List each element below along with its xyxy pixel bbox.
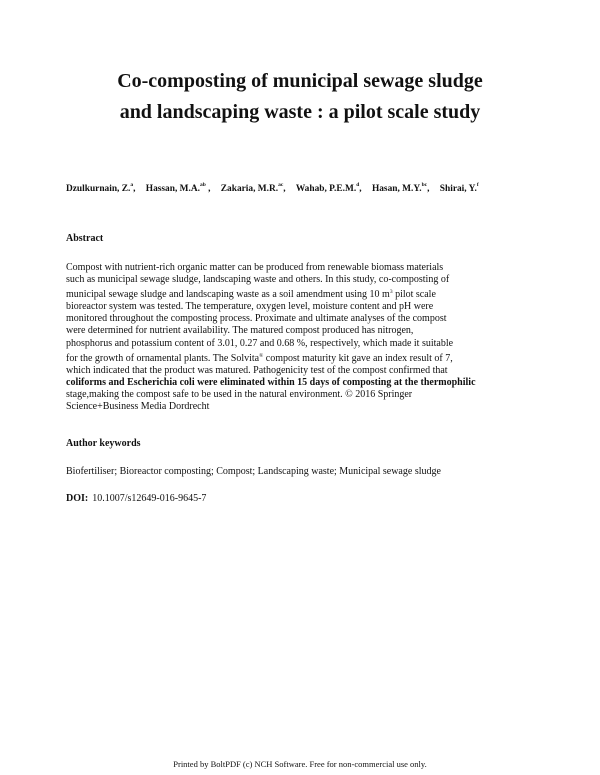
abstract-line: municipal sewage sludge and landscaping waste as a soil amendment using 10 $m^3$ pilot scale bbox=[66, 289, 436, 301]
doi-value: 10.1007/s12649-016-9645-7 bbox=[92, 493, 207, 504]
abstract-line: were determined for nutrient availability. The matured compost produced has nitrogen, bbox=[66, 325, 414, 337]
keywords-heading: Author keywords bbox=[66, 438, 141, 449]
abstract-body bbox=[66, 262, 540, 413]
abstract-line: for the growth of ornamental plants. The Solvita® compost maturity kit gave an index result of 7, bbox=[66, 352, 453, 364]
abstract-line: Compost with nutrient-rich organic matter can be produced from renewable biomass materials bbox=[66, 262, 444, 273]
keywords-list: Biofertiliser; Bioreactor composting; Compost; Landscaping waste; Municipal sewage sludge bbox=[66, 466, 441, 477]
abstract-line: monitored throughout the composting process. Proximate and ultimate analyses of the compost bbox=[66, 313, 447, 325]
abstract-line: bioreactor system was tested. The temperature, oxygen level, moisture content and pH were bbox=[66, 301, 434, 313]
doi-line bbox=[66, 492, 206, 506]
print-footer: Printed by BoltPDF (c) NCH Software. Free for non-commercial use only. bbox=[173, 759, 427, 769]
author: Wahab, P.E.M.$^d$, bbox=[295, 182, 362, 194]
author-list bbox=[66, 178, 566, 196]
author: Dzulkurnain, Z.$^a$, bbox=[66, 182, 136, 194]
paper-title-line: Co-composting of municipal sewage sludge bbox=[117, 70, 483, 92]
paper-title-line: and landscaping waste : a pilot scale study bbox=[119, 101, 481, 123]
abstract-heading: Abstract bbox=[66, 233, 104, 244]
doi-label: DOI: bbox=[66, 493, 89, 504]
author: Hassan, M.A.$^{ab}$ , bbox=[145, 182, 211, 194]
abstract-line: such as municipal sewage sludge, landscaping waste and others. In this study, co-composting of bbox=[66, 274, 450, 286]
paper-title bbox=[40, 66, 560, 128]
abstract-line: stage,making the compost safe to be used in the natural environment. © 2016 Springer bbox=[66, 388, 413, 400]
abstract-line: coliforms and Escherichia coli were eliminated within 15 days of composting at the thermophilic bbox=[66, 376, 476, 388]
abstract-line: phosphorus and potassium content of 3.01, 0.27 and 0.68 %, respectively, which made it suitable bbox=[66, 337, 454, 349]
abstract-line: which indicated that the product was matured. Pathogenicity test of the compost confirmed that bbox=[66, 364, 448, 376]
abstract-line: Science+Business Media Dordrecht bbox=[66, 401, 210, 413]
author: Zakaria, M.R.$^{ac}$, bbox=[220, 182, 286, 194]
author: Shirai, Y.$^f$ bbox=[439, 182, 479, 194]
author: Hasan, M.Y.$^{bc}$, bbox=[371, 182, 430, 194]
